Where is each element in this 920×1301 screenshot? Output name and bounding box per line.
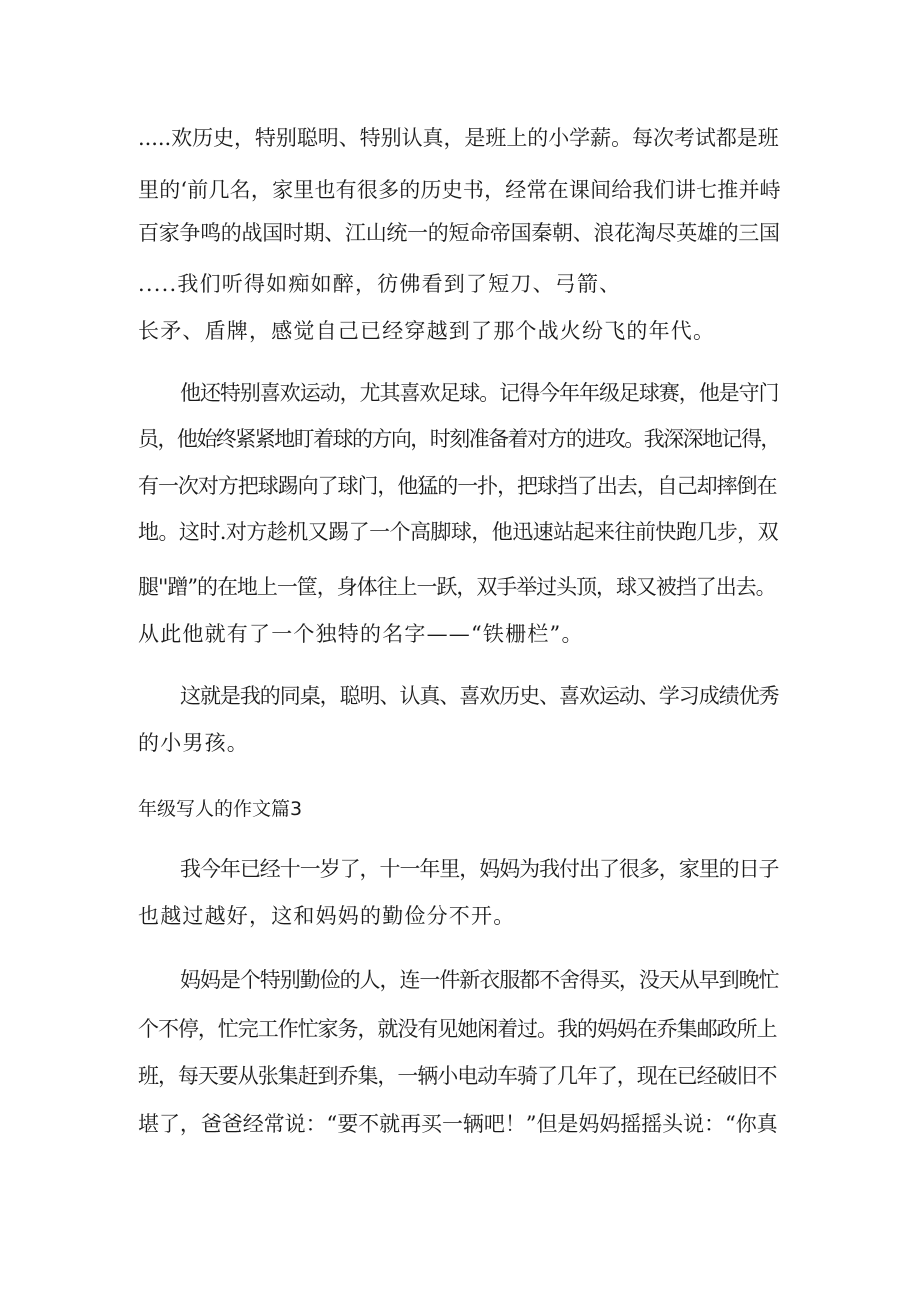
section-heading: 年级写人的作文篇3 (138, 798, 303, 820)
paragraph-start: 这就是我的同桌，聪明、认真、喜欢历史、喜欢运动、学习成绩优秀 (180, 684, 779, 708)
paragraph-start: 他还特别喜欢运动，尤其喜欢足球。记得今年年级足球赛，他是守门 (180, 381, 779, 405)
text-line: 从此他就有了一个独特的名字——“铁栅栏”。 (138, 622, 584, 646)
text-line: 里的‘前几名，家里也有很多的历史书，经常在课间给我们讲七推并峙 (138, 178, 781, 202)
text-line: 百家争鸣的战国时期、江山统一的短命帝国秦朝、浪花淘尽英雄的三国 (138, 221, 780, 245)
text-line: 长矛、盾牌，感觉自己已经穿越到了那个战火纷飞的年代。 (138, 319, 716, 343)
text-line: .....我们听得如痴如醉，彷佛看到了短刀、弓箭、 (138, 272, 622, 296)
text-line: .....欢历史，特别聪明、特别认真，是班上的小学薪。每次考试都是班 (138, 126, 779, 150)
text-line: 地。这时.对方趁机又踢了一个高脚球，他迅速站起来往前快跑几步，双 (138, 520, 779, 544)
text-line: 有一次对方把球踢向了球门，他猛的一扑，把球挡了出去，自己却摔倒在 (138, 474, 777, 498)
text-line: 堪了，爸爸经常说：“要不就再买一辆吧！”但是妈妈摇摇头说：“你真 (138, 1112, 778, 1136)
text-line: 班，每天要从张集赶到乔集，一辆小电动车骑了几年了，现在已经破旧不 (138, 1064, 777, 1088)
paragraph-start: 妈妈是个特别勤俭的人，连一件新衣服都不舍得买，没天从早到晚忙 (180, 968, 779, 992)
paragraph-start: 我今年已经十一岁了，十一年里，妈妈为我付出了很多，家里的日子 (180, 857, 779, 881)
text-line: 员，他始终紧紧地盯着球的方向，时刻准备着对方的进攻。我深深地记得， (138, 427, 780, 451)
text-line: 的小男孩。 (138, 731, 249, 755)
text-line: 个不停，忙完工作忙家务，就没有见她闲着过。我的妈妈在乔集邮政所上 (138, 1017, 777, 1041)
text-line: 腿''蹭”的在地上一筐，身体往上一跃，双手举过头顶，球又被挡了出去。 (138, 575, 776, 599)
text-line: 也越过越好，这和妈妈的勤俭分不开。 (138, 904, 516, 928)
